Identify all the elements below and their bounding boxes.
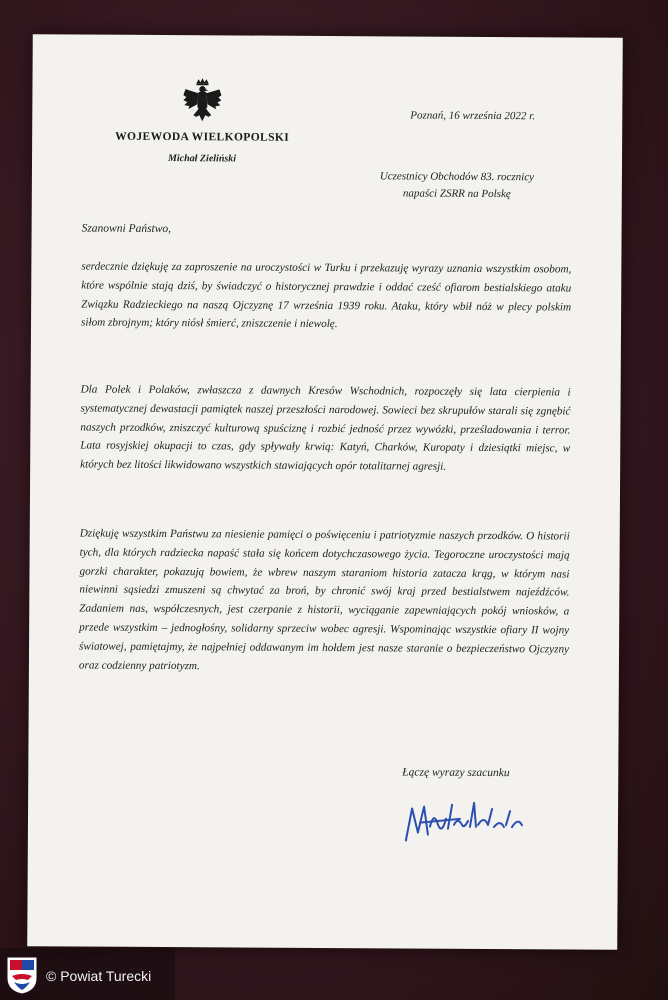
powiat-crest-icon [6,956,38,994]
official-name: Michał Zieliński [167,153,237,165]
handwritten-signature [400,788,550,849]
paragraph-2: Dla Polek i Polaków, zwłaszcza z dawnych Kresów Wschodnich, rozpoczęły się lata cierpienia i systematycznej dewastacji pamiątek naszej przeszłości narodowej. Sowieci bez skrupułów starali się zgnębić naszych przodków, zniszczyć kulturową spuściznę i rozbić jedność przez wywózki, prześladowania i terror. Lata rosyjskiej okupacji to czas, gdy spływały krwią: Katyń, Charków, Kuropaty i dziesiątki miejsc, w których bez litości likwidowano wszystkich stawiających opór totalitarnej agresji. [80,383,571,473]
letterhead [112,77,293,165]
polish-eagle-icon [180,77,224,127]
recipient-line: Uczestnicy Obchodów 83. rocznicy [379,170,535,184]
paragraph-1: serdecznie dziękuję za zaproszenie na uroczystości w Turku i przekazuję wyrazy uznania wszystkim osobom, które wspólnie stają dziś, by świadczyć o historycznej prawdzie i oddać cześć ofiarom bestialskiego ataku Związku Radzieckiego na naszą Ojczyznę 17 września 1939 roku. Ataku, który wbił nóż w plecy polskim siłom zbrojnym; który niósł śmierć, zniszczenie i niewolę. [80,260,572,331]
paragraph-3: Dziękuję wszystkim Państwu za niesienie pamięci o poświęceniu i patriotyzmie naszych przodków. O historii tych, dla których radziecka napaść stała się końcem dotychczasowego życia. Tegoroczne uroczystości mają gorzki charakter, pokazują bowiem, że wbrew naszym staraniom historia zatacza krąg, w którym nasi niewinni sąsiedzi zmuszeni są chwytać za broń, by chronić swój kraj przed bestialstwem najeźdźców. Zadaniem nas, współczesnych, jest czerpanie z historii, wyciąganie zapewniających pokój wniosków, a przede wszystkim – jednogłośny, solidarny sprzeciw wobec agresji. Wspominając wszystkie ofiary II wojny światowej, pamiętajmy, że najpełniej oddawanym im hołdem jest nasze staranie o bezpieczeństwo Ojczyzny oraz codzienny patriotyzm. [78,527,570,672]
closing-line: Łączę wyrazy szacunku [402,766,510,780]
recipient-block [362,168,552,203]
letter-page [27,34,623,950]
copyright-watermark: © Powiat Turecki [46,968,152,984]
letter-date: Poznań, 16 września 2022 r. [410,109,536,123]
recipient-line: napaści ZSRR na Polskę [402,187,511,201]
office-title: WOJEWODA WIELKOPOLSKI [115,130,290,144]
salutation: Szanowni Państwo, [81,222,172,236]
